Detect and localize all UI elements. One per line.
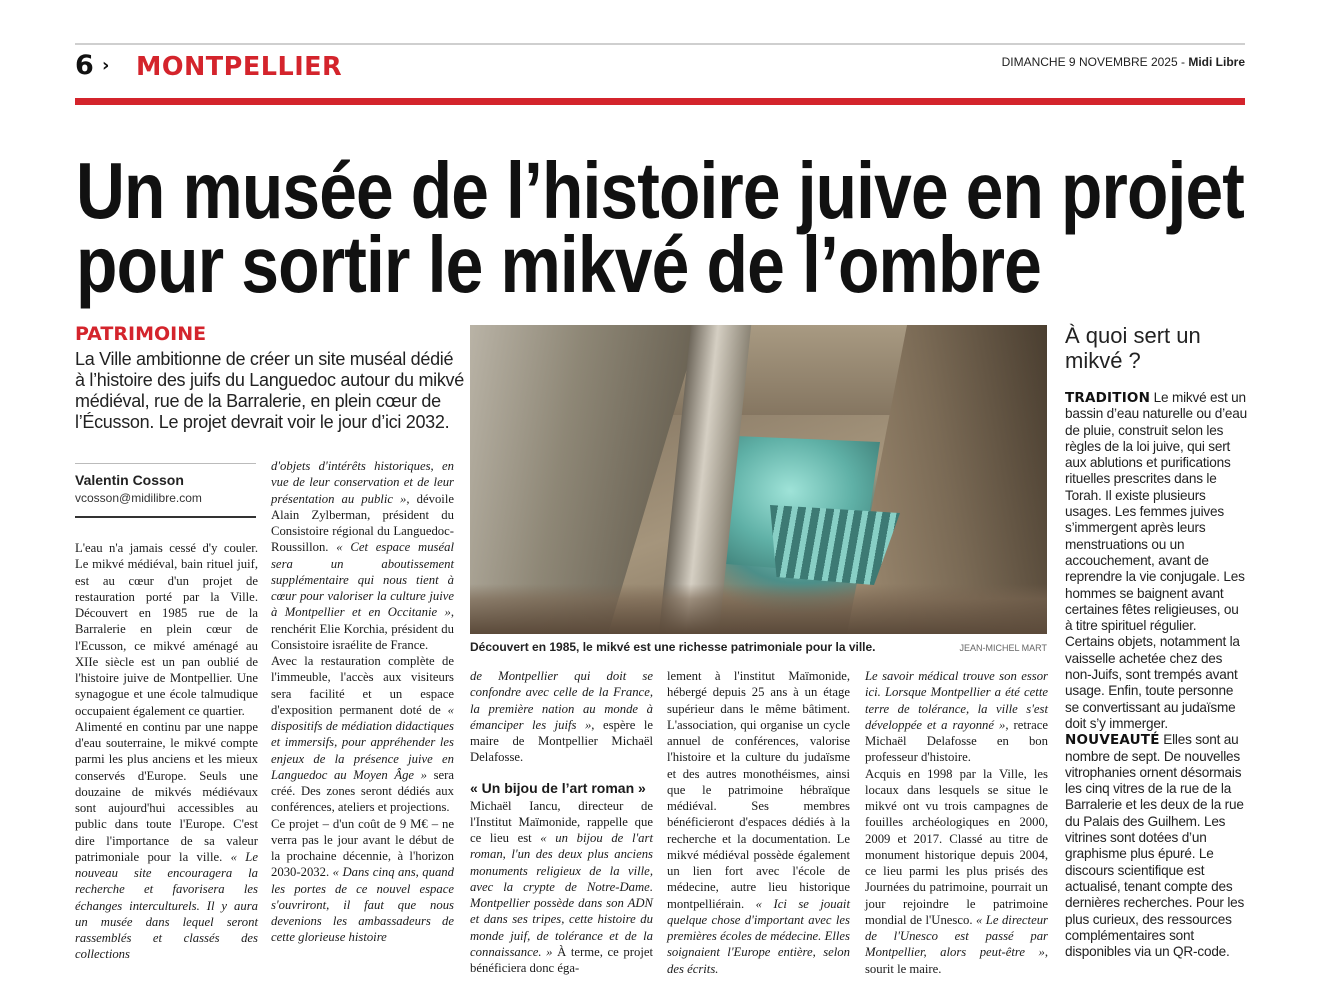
author-email[interactable]: vcosson@midilibre.com: [75, 491, 202, 505]
separator: -: [1177, 55, 1189, 69]
sidebar-text: Le mikvé est un bassin d’eau naturelle ou d’eau de pluie, construit selon les règles de la loi juive, qui sert aux ablutions et purifications rituelles prescrites dans le Torah. Il existe plusieurs usages. Les femmes juives s’immergent après leurs menstruations ou un accouchement, avant de reprendre la vie conjugale. Les hommes se baignent avant certaines fêtes religieuses, ou à titre spirituel régulier. Certains objets, notamment la vaisselle achetée chez des non-Juifs, sont trempés avant usage. Enfin, toute personne se convertissant au judaïsme doit s’y immerger.: [1065, 390, 1247, 731]
sidebar-item-tradition: [1065, 390, 1247, 732]
kicker: PATRIMOINE: [75, 323, 207, 345]
paragraph: [667, 668, 850, 977]
sidebar-text: Elles sont au nombre de sept. De nouvelles vitrophanies ornent désormais les cinq vitres de la rue de la Barralerie et les deux de la rue du Palais des Guilhem. Les vitrines sont dotées d’un graphisme plus épuré. Le discours scientifique est actualisé, tenant compte des dernières recherches. Pour les plus curieux, des ressources complémentaires sont disponibles via un QR-code.: [1065, 732, 1245, 960]
page-number: 6: [75, 50, 94, 81]
body-text: sera créé. Des zones seront dédiés aux conférences, ateliers et projections.: [271, 767, 454, 815]
body-text: Alimenté en continu par une nappe d'eau souterraine, le mikvé compte parmi les plus anciens et les mieux conservés d'Europe. Seuls une douzaine de mikvés médiévaux sont aujourd'hui accessibles au public dans toute l'Europe. C'est dire l'importance de sa valeur patrimoniale pour la ville.: [75, 719, 258, 864]
paragraph: [271, 458, 454, 653]
intro-lead: La Ville ambitionne de créer un site muséal dédié à l’histoire des juifs du Languedoc autour du mikvé médiéval, rue de la Barralerie, en plein cœur de l’Écusson. Le projet devrait voir le jour d’ici 2032.: [75, 349, 464, 432]
photo-credit: JEAN-MICHEL MART: [959, 643, 1047, 653]
body-text: , retrace Michaël Delafosse en bon professeur d'histoire.: [865, 717, 1048, 765]
body-text: Michaël Iancu, directeur de l'Institut Maïmonide, rappelle que ce lieu est: [470, 798, 653, 845]
body-text: , espère le maire de Montpellier Michaël Delafosse.: [470, 717, 653, 765]
body-text: , sourit le maire.: [865, 945, 1048, 976]
sidebar-item-nouveaute: [1065, 732, 1247, 960]
sidebar-body: [1065, 390, 1247, 960]
quote-text: « dispositifs de médiation didactiques et immersifs, pour appréhender les enjeux de la présence juive en Languedoc au Moyen Âge »: [271, 702, 454, 782]
article-column-3: [470, 668, 653, 976]
mikve-photo: [470, 325, 1047, 634]
quote-text: « un bijou de l'art roman, l'un des deux plus anciens monuments religieux de la ville, avec la crypte de Notre-Dame. Montpellier possède dans son ADN et dans ses tripes, cette histoire du monde juif, de tolérance et de la connaissance. »: [470, 831, 653, 959]
byline-divider: [75, 463, 256, 464]
headline-line-1: Un musée de l’histoire juive en projet: [76, 146, 1244, 235]
publication-name: Midi Libre: [1188, 55, 1245, 69]
body-text: Avec la restauration complète de l'immeuble, l'accès aux visiteurs sera facilité et un espace d'exposition permanent doté de: [271, 654, 454, 717]
paragraph: [75, 719, 258, 963]
section-red-bar: [75, 98, 1245, 105]
byline-divider-bottom: [75, 516, 256, 518]
subheading: « Un bijou de l’art roman »: [470, 779, 646, 796]
article-column-5: [865, 668, 1048, 977]
quote-text: « Dans cinq ans, quand les portes de ce nouvel espace s'ouvriront, il faut que nous devenions les ambassadeurs de cette glorieuse histoire: [271, 865, 454, 945]
quote-text: « Ici se jouait quelque chose d'important avec les premières écoles de médecine. Elles soignaient l'Europe entière, selon des écrits.: [667, 896, 850, 976]
paragraph: [75, 540, 258, 719]
quote-text: « Cet espace muséal sera un aboutissement supplémentaire qui nous tient à cœur pour valoriser la culture juive à Montpellier et en Occitanie »: [271, 540, 454, 620]
quote-text: Le savoir médical trouve son essor ici. Lorsque Montpellier a été cette terre de tolérance, la ville s'est développée et a rayonné »: [865, 669, 1048, 732]
article-column-2: [271, 458, 454, 946]
quote-text: « Le nouveau site encouragera la recherche et favorisera les échanges interculturels. Il y aura un musée dans lequel seront rassemblés et classés des collections: [75, 849, 258, 962]
top-rule: [75, 43, 1245, 45]
body-text: L'eau n'a jamais cessé d'y couler. Le mikvé médiéval, bain rituel juif, est au cœur d'un projet de restauration porté par la Ville. Découvert en 1985 rue de la Barralerie en plein cœur de l'Ecusson, ce mikvé aménagé au XIIe siècle est un pan oublié de l'histoire juive de Montpellier. Une synagogue et une école talmudique occupaient également ce quartier.: [75, 541, 258, 718]
body-text: , dévoile Alain Zylberman, président du Consistoire régional du Languedoc-Roussillon.: [271, 491, 454, 555]
body-text: Ce projet – d'un coût de 9 M€ – ne verra pas le jour avant le début de la prochaine décennie, à l'horizon 2030-2032.: [271, 816, 454, 880]
body-text: lement à l'institut Maïmonide, hébergé depuis 25 ans à un étage supérieur dans le même bâtiment. L'association, qui organise un cycle annuel de conférences, valorise l'histoire et la culture du judaïsme et des autres monothéismes, ainsi que le patrimoine hébraïque médiéval. Ses membres bénéficieront d'espaces dédiés à la recherche et la documentation. Le mikvé médiéval possède également un lien fort avec l'école de médecine, autre lieu historique montpelliérain.: [667, 669, 850, 911]
body-text: À terme, ce projet bénéficiera donc éga-: [470, 944, 653, 975]
date: DIMANCHE 9 NOVEMBRE 2025: [1001, 55, 1178, 69]
quote-text: de Montpellier qui doit se confondre avec celle de la France, la première nation au monde à émanciper les juifs »: [470, 669, 653, 732]
sidebar-label: TRADITION: [1065, 390, 1151, 406]
photo-caption: Découvert en 1985, le mikvé est une richesse patrimoniale pour la ville.: [470, 640, 876, 654]
body-text: Acquis en 1998 par la Ville, les locaux dans lesquels se situe le mikvé ont vu trois campagnes de fouilles archéologiques en 2000, 2009 et 2017. Classé au titre de monument historique depuis 2004, ce lieu parmi les plus prisés des Journées du patrimoine, pourrait un jour rejoindre le patrimoine mondial de l'Unesco.: [865, 766, 1048, 927]
paragraph: [470, 798, 653, 977]
quote-text: d'objets d'intérêts historiques, en vue de leur conservation et de leur présentation au public »: [271, 459, 454, 506]
quote-text: « Le directeur de l'Unesco est passé par Montpellier, alors peut-être »: [865, 912, 1048, 960]
sidebar-title: À quoi sert un mikvé ?: [1065, 323, 1201, 373]
dateline: [1002, 55, 1245, 69]
sidebar-label: NOUVEAUTÉ: [1065, 732, 1160, 749]
paragraph: [470, 668, 653, 766]
author-name: Valentin Cosson: [75, 472, 184, 488]
section-title: MONTPELLIER: [136, 52, 343, 82]
paragraph: [271, 816, 454, 946]
body-text: , renchérit Elie Korchia, président du Consistoire israélite de France.: [271, 605, 454, 652]
chevron-right-icon: ›: [102, 55, 110, 76]
paragraph: [865, 766, 1048, 977]
paragraph: [271, 653, 454, 816]
headline: [76, 146, 1320, 309]
headline-line-2: pour sortir le mikvé de l’ombre: [76, 220, 1041, 309]
article-column-4: [667, 668, 850, 977]
paragraph: [865, 668, 1048, 766]
article-column-1: [75, 540, 258, 963]
